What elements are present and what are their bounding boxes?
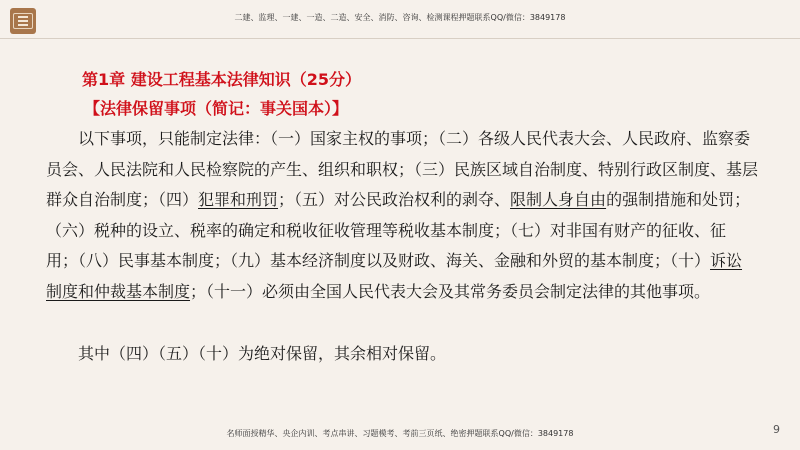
header-divider (0, 38, 800, 39)
section-title: 【法律保留事项（简记：事关国本）】 (84, 99, 349, 118)
underlined-term: 诉讼制度和仲裁基本制度 (46, 251, 743, 301)
text-segment: ；（五）对公民政治权利的剥夺、 (278, 190, 511, 209)
underlined-term: 犯罪和刑罚 (198, 190, 279, 209)
text-segment: 的强制措施和处罚；（六）税种的设立、税率的确定和税收征收管理等税收基本制度；（七）对非国有财产的征收、征用；（八）民事基本制度；（九）基本经济制度以及财政、海关、金融和外贸的基本制度；（十） (46, 190, 751, 270)
header-banner: 二建、监理、一建、一造、二造、安全、消防、咨询、检测课程押题联系QQ/微信：3849178 (234, 13, 566, 22)
underlined-term: 限制人身自由 (510, 190, 607, 209)
text-segment: ；（十一）必须由全国人民代表大会及其常务委员会制定法律的其他事项。 (190, 281, 711, 301)
page-number: 9 (773, 423, 780, 436)
chapter-title: 第1章 建设工程基本法律知识（25分） (82, 70, 361, 89)
summary-text: 其中（四）（五）（十）为绝对保留，其余相对保留。 (78, 344, 447, 363)
body-paragraph (46, 124, 758, 307)
footer-banner: 名师面授精华、央企内训、考点串讲、习题模考、考前三页纸、绝密押题联系QQ/微信：3849178 (226, 429, 574, 438)
text-segment: 以下事项，只能制定法律：（一）国家主权的事项；（二）各级人民代表大会、人民政府、监察委员会、人民法院和人民检察院的产生、组织和职权；（三）民族区域自治制度、特别行政区制度、基层群众自治制度；（四） (46, 129, 759, 209)
